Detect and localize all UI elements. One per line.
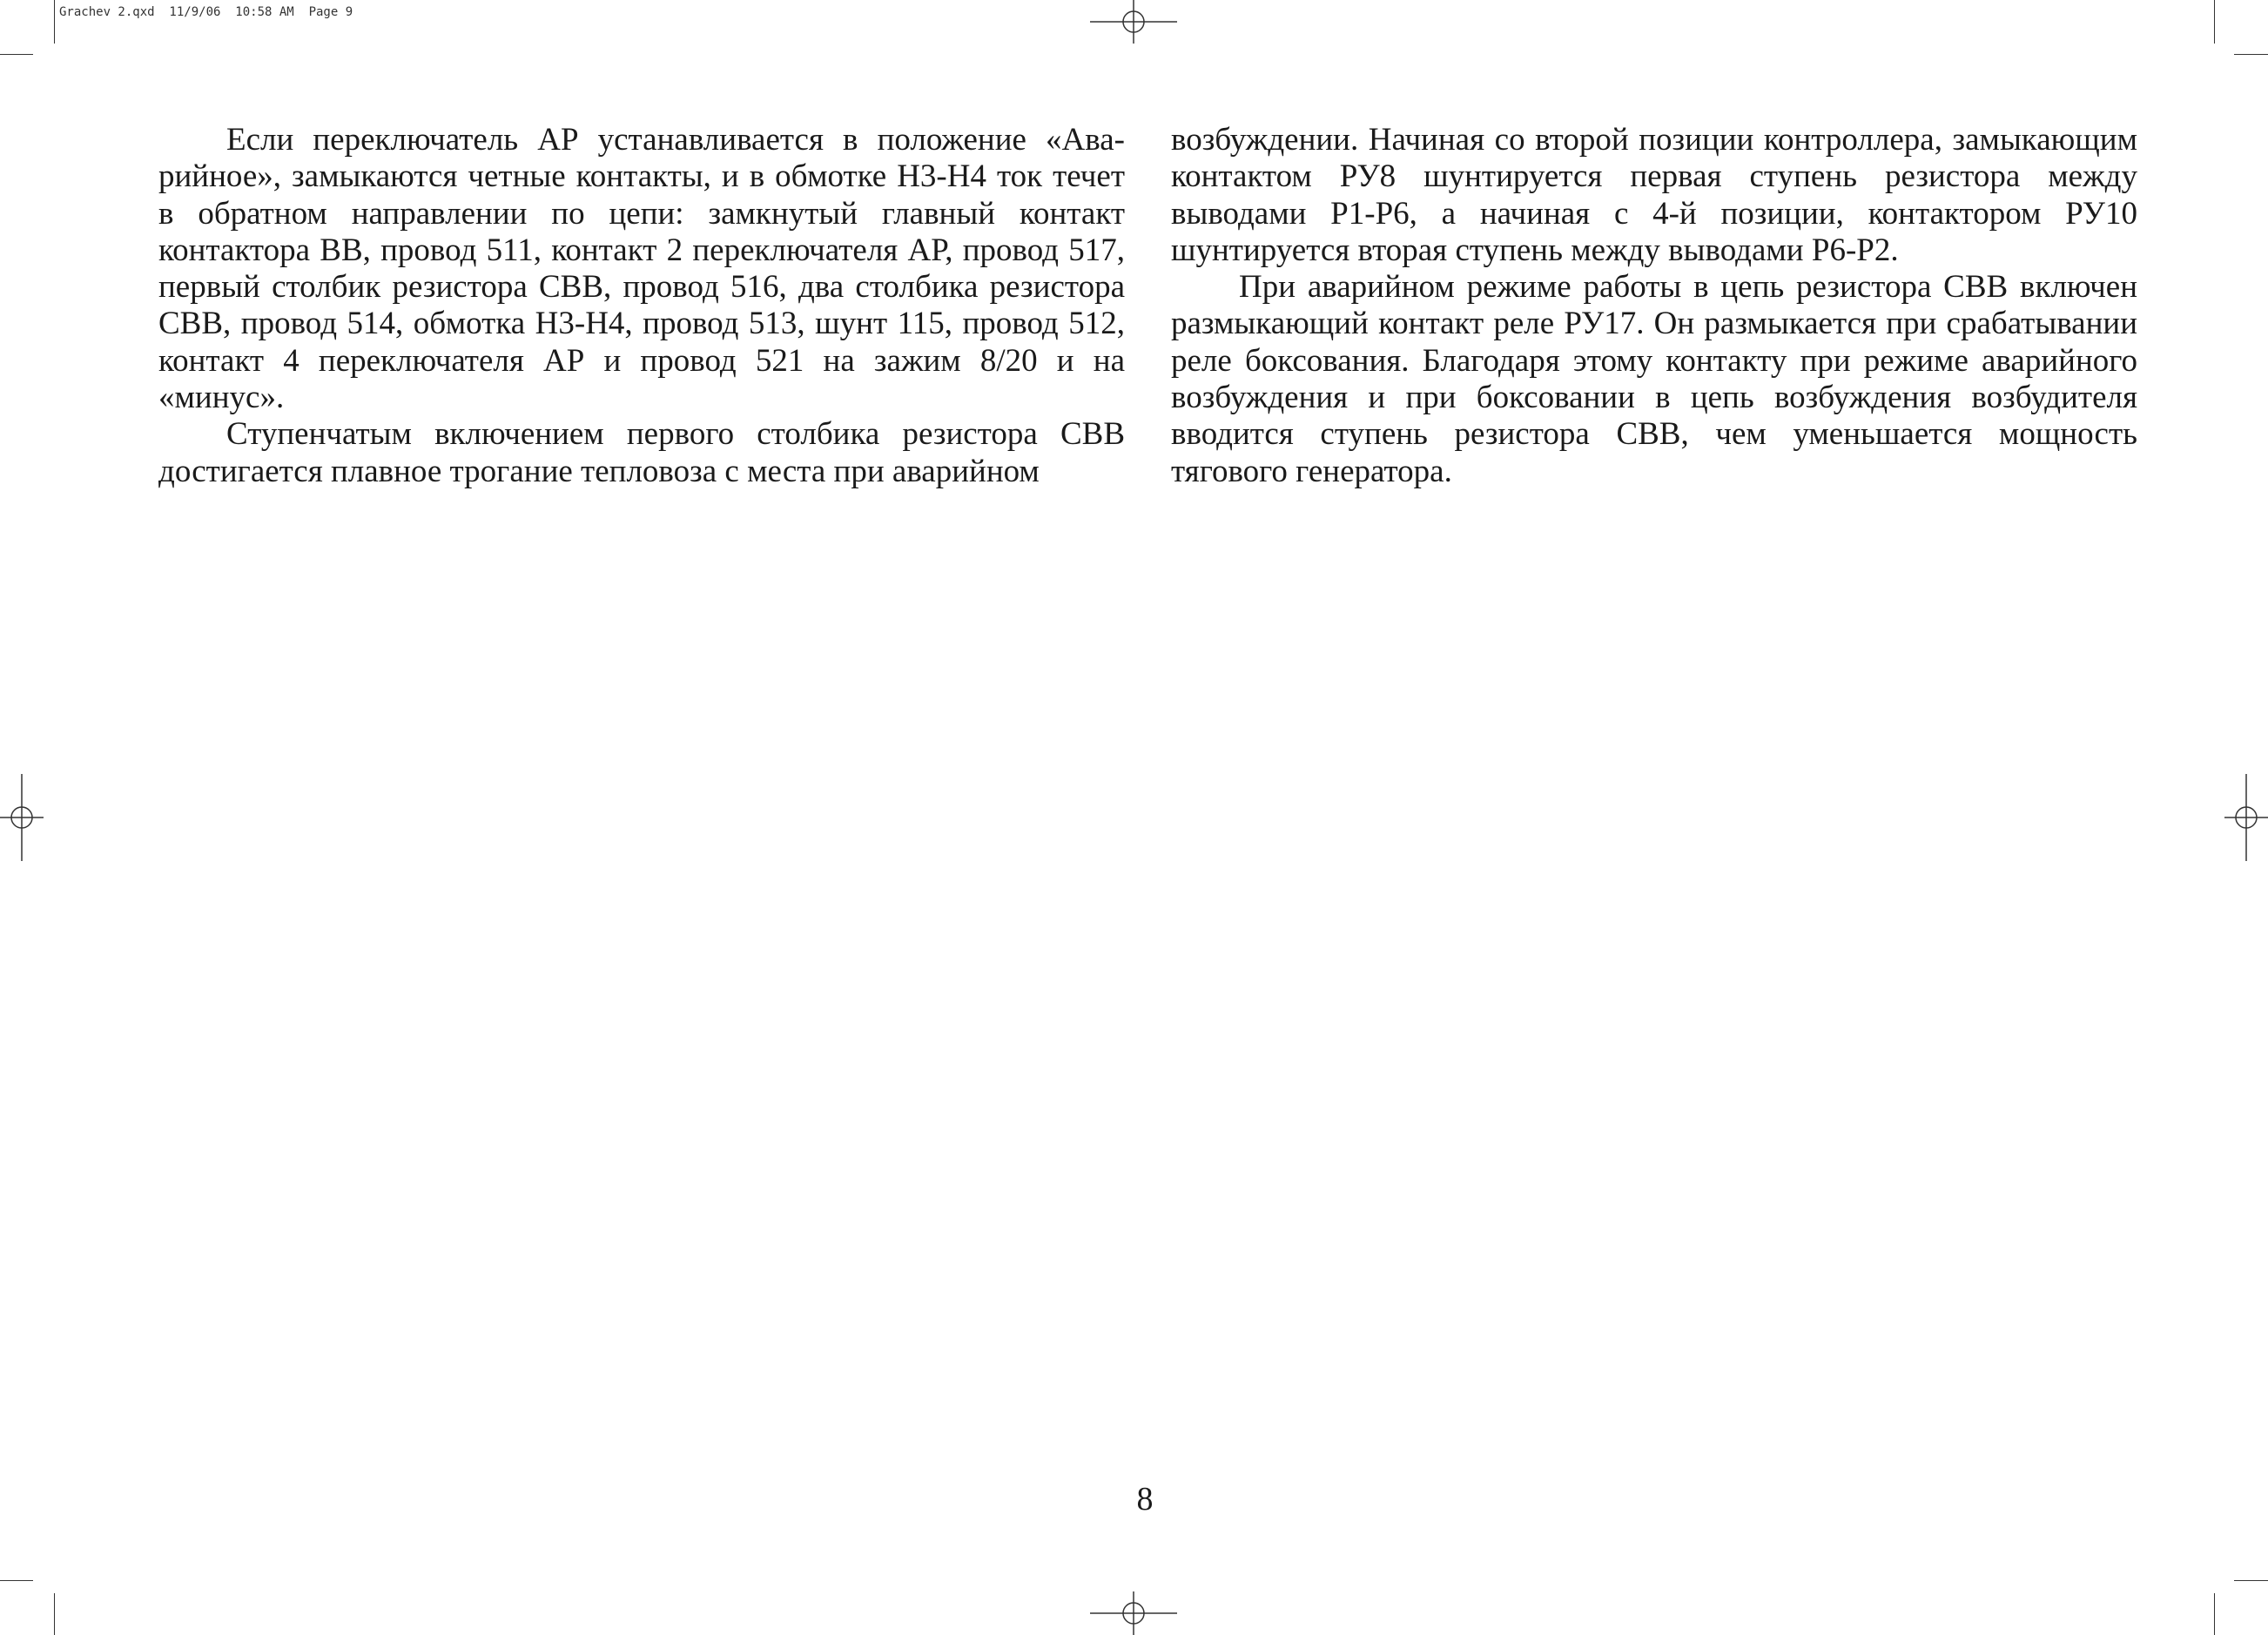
crop-mark-bottom-right-vertical <box>2214 1593 2215 1635</box>
right-text-column <box>1171 122 2137 490</box>
registration-mark-right <box>2223 772 2268 863</box>
registration-mark-left <box>0 772 45 863</box>
registration-mark-bottom <box>1088 1590 1179 1635</box>
crop-mark-bottom-left-vertical <box>54 1593 55 1635</box>
crop-mark-top-right-horizontal <box>2234 54 2268 55</box>
paragraph: При аварийном режиме работы в цепь резистора СВВ включен размыкающий контакт реле РУ17. Он размыкается при срабатывании реле боксования. Благодаря этому контакту при режиме аварийного возбуждения и при боксовании в цепь возбуждения возбудителя вводится ступень резистора СВВ, чем уменьшается мощность тягового генератора. <box>1171 269 2137 489</box>
page-number: 8 <box>1136 1481 1154 1517</box>
crop-mark-top-right-vertical <box>2214 0 2215 44</box>
crop-mark-top-left-horizontal <box>0 54 33 55</box>
crop-mark-bottom-left-horizontal <box>0 1580 33 1581</box>
registration-mark-top <box>1088 0 1179 45</box>
left-text-column <box>158 122 1125 490</box>
paragraph-continuation: возбуждении. Начиная со второй позиции контроллера, замыкающим контактом РУ8 шунтируется первая ступень резистора между выводами Р1-Р6, а начиная с 4-й позиции, контактором РУ10 шунтируется вторая ступень между выводами Р6-Р2. <box>1171 122 2137 268</box>
crop-mark-top-left-vertical <box>54 0 55 44</box>
crop-mark-bottom-right-horizontal <box>2234 1580 2268 1581</box>
print-slug-line: Grachev 2.qxd 11/9/06 10:58 AM Page 9 <box>59 5 353 19</box>
paragraph: Ступенчатым включением первого столбика резистора СВВ достигается плавное трогание тепловоза с места при аварийном <box>158 416 1125 489</box>
paragraph: Если переключатель АР устанавливается в положение «Аварийное», замыкаются четные контакты, и в обмотке Н3-Н4 ток течет в обратном направлении по цепи: замкнутый главный контакт контактора ВВ, провод 511, контакт 2 переключателя АР, провод 517, первый столбик резистора СВВ, провод 516, два столбика резистора СВВ, провод 514, обмотка Н3-Н4, провод 513, шунт 115, провод 512, контакт 4 переключателя АР и провод 521 на зажим 8/20 и на «минус». <box>158 122 1125 416</box>
